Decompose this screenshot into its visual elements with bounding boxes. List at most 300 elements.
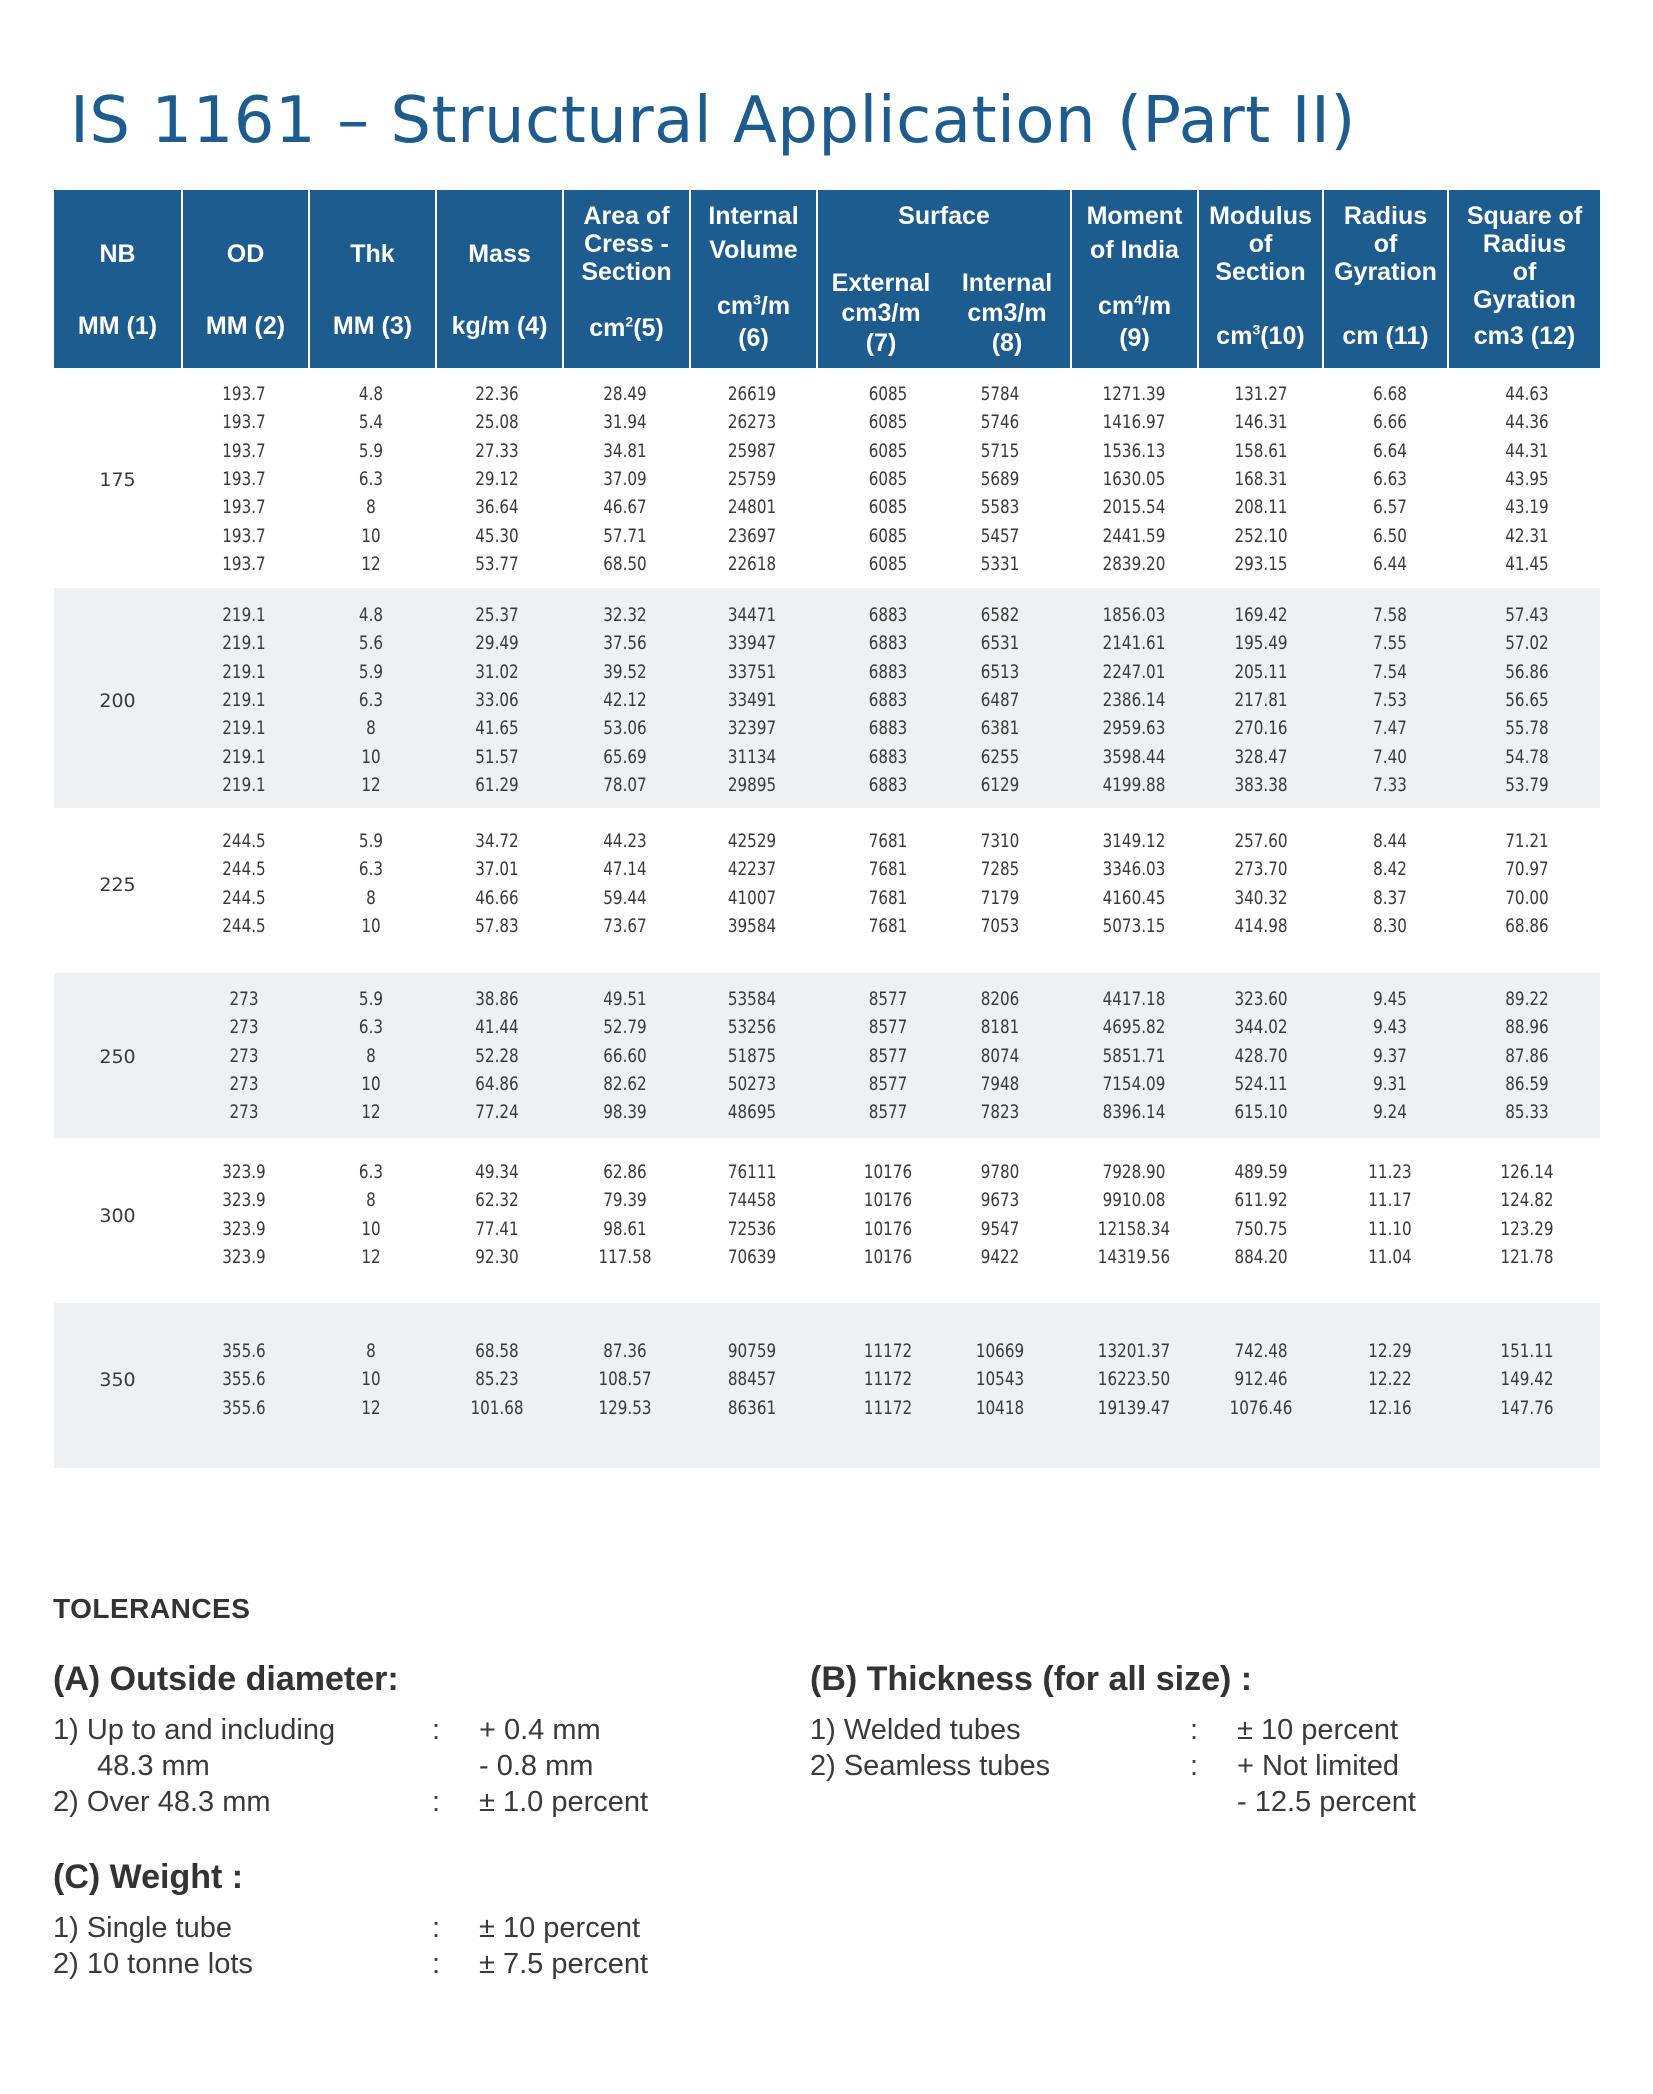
table-cell: 25759	[727, 468, 777, 490]
table-cell: 11.04	[1368, 1246, 1412, 1268]
table-row	[54, 1395, 1600, 1423]
table-cell: 42237	[727, 859, 777, 881]
table-cell: 8577	[868, 1017, 908, 1039]
table-cell: 10	[361, 1369, 381, 1391]
table-cell: 5457	[980, 525, 1020, 547]
table-cell: 54.78	[1505, 746, 1549, 768]
table-cell: 86361	[727, 1397, 777, 1419]
table-row	[54, 856, 1600, 884]
table-cell: 98.61	[603, 1218, 647, 1240]
table-cell: 11172	[863, 1369, 913, 1391]
table-cell: 1856.03	[1102, 605, 1166, 626]
table-row	[54, 381, 1600, 409]
table-cell: 8.44	[1373, 831, 1407, 852]
table-cell: 46.66	[475, 887, 519, 909]
table-cell: 9547	[980, 1218, 1020, 1240]
header-thk: Thk MM (3)	[310, 190, 435, 368]
table-cell: 252.10	[1234, 525, 1288, 547]
table-cell: 8577	[868, 1073, 908, 1095]
table-cell: 8577	[868, 1102, 908, 1124]
table-cell: 32397	[727, 718, 777, 740]
table-cell: 3149.12	[1102, 831, 1166, 852]
table-cell: 6.68	[1373, 384, 1407, 405]
table-cell: 55.78	[1505, 718, 1549, 740]
tolerance-a-value-2: ± 1.0 percent	[479, 1786, 649, 1818]
table-cell: 6.44	[1373, 553, 1407, 575]
table-cell: 31.02	[475, 661, 519, 683]
table-cell: 82.62	[603, 1073, 647, 1095]
table-row	[54, 1244, 1600, 1272]
table-cell: 6.3	[358, 468, 384, 490]
table-cell: 29.12	[475, 468, 519, 490]
table-cell: 323.9	[222, 1162, 266, 1183]
table-cell: 8	[366, 497, 376, 519]
table-cell: 7285	[980, 859, 1020, 881]
table-cell: 414.98	[1234, 915, 1288, 937]
table-cell: 168.31	[1234, 468, 1288, 490]
table-cell: 323.9	[222, 1218, 266, 1240]
table-cell: 8.42	[1373, 859, 1407, 881]
table-cell: 61.29	[475, 774, 519, 796]
table-cell: 6883	[868, 718, 908, 740]
table-cell: 49.34	[475, 1162, 519, 1183]
table-cell: 5.9	[358, 989, 384, 1010]
table-cell: 8577	[868, 989, 908, 1010]
table-cell: 51875	[727, 1045, 777, 1067]
table-cell: 6085	[868, 497, 908, 519]
table-cell: 72536	[727, 1218, 777, 1240]
header-area: Area of Cress - Section $cm^2(5)$	[564, 190, 689, 368]
table-cell: 10176	[863, 1218, 913, 1240]
table-cell: 37.01	[475, 859, 519, 881]
table-cell: 208.11	[1234, 497, 1288, 519]
table-cell: 68.86	[1505, 915, 1549, 937]
tolerance-b-value-1: ± 10 percent	[1237, 1714, 1399, 1746]
header-modulus: Modulus of Section $cm^3(10)$	[1199, 190, 1322, 368]
table-cell: 6129	[980, 774, 1020, 796]
table-cell: 273.70	[1234, 859, 1288, 881]
table-cell: 11.10	[1368, 1218, 1412, 1240]
header-nb: NB MM (1)	[54, 190, 181, 368]
table-cell: 9.24	[1373, 1102, 1407, 1124]
table-row	[54, 466, 1600, 494]
table-cell: 2141.61	[1102, 633, 1166, 655]
table-cell: 6883	[868, 689, 908, 711]
table-row	[54, 715, 1600, 743]
table-cell: 4160.45	[1102, 887, 1166, 909]
table-cell: 74458	[727, 1190, 777, 1212]
table-cell: 1271.39	[1102, 384, 1166, 405]
nb-group	[54, 1303, 1600, 1468]
tolerance-b-value-2: + Not limited	[1237, 1750, 1399, 1782]
table-cell: 7681	[868, 887, 908, 909]
table-cell: 12.29	[1368, 1341, 1412, 1362]
table-cell: 31.94	[603, 412, 647, 434]
table-cell: 273	[229, 1045, 259, 1067]
table-cell: 257.60	[1234, 831, 1288, 852]
table-cell: 28.49	[603, 384, 647, 405]
table-cell: 53256	[727, 1017, 777, 1039]
table-cell: 219.1	[222, 718, 266, 740]
table-cell: 42529	[727, 831, 777, 852]
table-cell: 6582	[980, 605, 1020, 626]
table-cell: 12	[361, 1246, 381, 1268]
table-cell: 46.67	[603, 497, 647, 519]
table-cell: 193.7	[222, 440, 266, 462]
table-cell: 8	[366, 1045, 376, 1067]
table-cell: 383.38	[1234, 774, 1288, 796]
table-cell: 7.33	[1373, 774, 1407, 796]
table-cell: 219.1	[222, 746, 266, 768]
table-cell: 355.6	[222, 1369, 266, 1391]
table-cell: 88457	[727, 1369, 777, 1391]
table-cell: 270.16	[1234, 718, 1288, 740]
table-cell: 4695.82	[1102, 1017, 1166, 1039]
table-row	[54, 744, 1600, 772]
table-row	[54, 494, 1600, 522]
table-cell: 6513	[980, 661, 1020, 683]
table-cell: 77.24	[475, 1102, 519, 1124]
header-square: Square of Radius of Gyration cm3 (12)	[1449, 190, 1600, 368]
table-cell: 41.44	[475, 1017, 519, 1039]
table-cell: 7928.90	[1102, 1162, 1166, 1183]
table-cell: 53.06	[603, 718, 647, 740]
table-cell: 273	[229, 1073, 259, 1095]
table-cell: 5689	[980, 468, 1020, 490]
tolerance-a-colon-1: :	[432, 1714, 441, 1746]
table-cell: 5851.71	[1102, 1045, 1166, 1067]
table-cell: 6381	[980, 718, 1020, 740]
header-od: OD MM (2)	[183, 190, 308, 368]
table-row	[54, 602, 1600, 630]
table-cell: 193.7	[222, 497, 266, 519]
table-cell: 19139.47	[1097, 1397, 1171, 1419]
table-cell: 4417.18	[1102, 989, 1166, 1010]
table-cell: 340.32	[1234, 887, 1288, 909]
table-cell: 34.72	[475, 831, 519, 852]
table-cell: 6.63	[1373, 468, 1407, 490]
table-cell: 62.32	[475, 1190, 519, 1212]
table-cell: 8181	[980, 1017, 1020, 1039]
table-cell: 193.7	[222, 468, 266, 490]
table-cell: 57.02	[1505, 633, 1549, 655]
table-cell: 6255	[980, 746, 1020, 768]
table-row	[54, 551, 1600, 579]
table-row	[54, 1216, 1600, 1244]
table-cell: 3346.03	[1102, 859, 1166, 881]
table-cell: 7948	[980, 1073, 1020, 1095]
table-cell: 73.67	[603, 915, 647, 937]
table-cell: 323.9	[222, 1190, 266, 1212]
table-cell: 56.65	[1505, 689, 1549, 711]
table-cell: 43.95	[1505, 468, 1549, 490]
table-row	[54, 1014, 1600, 1042]
header-surface-external: External cm3/m (7)	[831, 269, 931, 357]
table-cell: 10	[361, 915, 381, 937]
table-cell: 2959.63	[1102, 718, 1166, 740]
table-cell: 7154.09	[1102, 1073, 1166, 1095]
table-cell: 23697	[727, 525, 777, 547]
table-cell: 77.41	[475, 1218, 519, 1240]
table-cell: 151.11	[1500, 1341, 1554, 1362]
table-row	[54, 1043, 1600, 1071]
table-cell: 4.8	[358, 605, 384, 626]
table-cell: 8	[366, 1341, 376, 1362]
table-cell: 7.58	[1373, 605, 1407, 626]
table-cell: 10176	[863, 1162, 913, 1183]
nb-value: 250	[99, 1045, 136, 1068]
table-cell: 22.36	[475, 384, 519, 405]
table-cell: 85.23	[475, 1369, 519, 1391]
header-volume: Internal Volume $cm^3/m$ (6)	[691, 190, 816, 368]
table-cell: 7681	[868, 859, 908, 881]
table-cell: 9.43	[1373, 1017, 1407, 1039]
nb-group	[54, 588, 1600, 808]
table-cell: 87.36	[603, 1341, 647, 1362]
table-cell: 57.43	[1505, 605, 1549, 626]
table-cell: 39584	[727, 915, 777, 937]
table-cell: 1416.97	[1102, 412, 1166, 434]
table-cell: 4.8	[358, 384, 384, 405]
table-row	[54, 1071, 1600, 1099]
table-cell: 25987	[727, 440, 777, 462]
table-row	[54, 438, 1600, 466]
table-cell: 6883	[868, 661, 908, 683]
table-cell: 59.44	[603, 887, 647, 909]
table-cell: 7053	[980, 915, 1020, 937]
table-cell: 37.09	[603, 468, 647, 490]
tolerance-c-colon-2: :	[432, 1948, 441, 1980]
table-cell: 6085	[868, 553, 908, 575]
table-cell: 41.65	[475, 718, 519, 740]
table-cell: 33491	[727, 689, 777, 711]
spec-table	[54, 190, 1600, 1468]
table-cell: 42.31	[1505, 525, 1549, 547]
table-cell: 123.29	[1500, 1218, 1554, 1240]
table-cell: 3598.44	[1102, 746, 1166, 768]
table-cell: 68.50	[603, 553, 647, 575]
tolerance-b-title: (B) Thickness (for all size) :	[810, 1660, 1253, 1698]
table-cell: 147.76	[1500, 1397, 1554, 1419]
table-cell: 6883	[868, 774, 908, 796]
table-cell: 33947	[727, 633, 777, 655]
table-cell: 6.57	[1373, 497, 1407, 519]
table-cell: 12158.34	[1097, 1218, 1171, 1240]
table-cell: 62.86	[603, 1162, 647, 1183]
table-cell: 51.57	[475, 746, 519, 768]
table-cell: 912.46	[1234, 1369, 1288, 1391]
table-cell: 328.47	[1234, 746, 1288, 768]
table-cell: 33751	[727, 661, 777, 683]
table-cell: 355.6	[222, 1341, 266, 1362]
table-cell: 52.79	[603, 1017, 647, 1039]
table-cell: 244.5	[222, 887, 266, 909]
table-cell: 205.11	[1234, 661, 1288, 683]
table-cell: 5746	[980, 412, 1020, 434]
table-cell: 5331	[980, 553, 1020, 575]
table-cell: 8	[366, 1190, 376, 1212]
header-mass: Mass kg/m (4)	[437, 190, 562, 368]
header-surface-internal: Internal cm3/m (8)	[961, 269, 1053, 357]
table-cell: 219.1	[222, 661, 266, 683]
table-cell: 10	[361, 525, 381, 547]
table-cell: 6.3	[358, 859, 384, 881]
table-cell: 129.53	[598, 1397, 652, 1419]
table-cell: 6.3	[358, 1162, 384, 1183]
table-cell: 8074	[980, 1045, 1020, 1067]
nb-value: 300	[99, 1204, 136, 1227]
tolerance-c-label-1: 1) Single tube	[53, 1912, 232, 1944]
header-surface: Surface External cm3/m (7) Internal cm3/m (8)	[818, 190, 1070, 368]
table-cell: 219.1	[222, 774, 266, 796]
table-cell: 33.06	[475, 689, 519, 711]
table-cell: 42.12	[603, 689, 647, 711]
table-cell: 38.86	[475, 989, 519, 1010]
table-cell: 29.49	[475, 633, 519, 655]
table-cell: 16223.50	[1097, 1369, 1171, 1391]
table-row	[54, 1366, 1600, 1394]
table-cell: 12	[361, 553, 381, 575]
table-cell: 884.20	[1234, 1246, 1288, 1268]
table-cell: 92.30	[475, 1246, 519, 1268]
table-header	[54, 190, 1600, 368]
table-cell: 7179	[980, 887, 1020, 909]
table-cell: 524.11	[1234, 1073, 1288, 1095]
table-cell: 108.57	[598, 1369, 652, 1391]
table-row	[54, 1338, 1600, 1366]
table-cell: 31134	[727, 746, 777, 768]
table-cell: 6.64	[1373, 440, 1407, 462]
nb-group	[54, 808, 1600, 973]
table-cell: 10	[361, 746, 381, 768]
table-row	[54, 986, 1600, 1014]
table-cell: 66.60	[603, 1045, 647, 1067]
table-cell: 10418	[975, 1397, 1025, 1419]
table-row	[54, 409, 1600, 437]
table-cell: 750.75	[1234, 1218, 1288, 1240]
table-cell: 193.7	[222, 525, 266, 547]
tolerance-a-colon-2: :	[432, 1786, 441, 1818]
table-cell: 6883	[868, 746, 908, 768]
table-cell: 43.19	[1505, 497, 1549, 519]
nb-value: 200	[99, 690, 136, 713]
table-cell: 8.30	[1373, 915, 1407, 937]
table-cell: 219.1	[222, 633, 266, 655]
table-cell: 2015.54	[1102, 497, 1166, 519]
table-cell: 323.60	[1234, 989, 1288, 1010]
table-cell: 5.9	[358, 440, 384, 462]
table-cell: 149.42	[1500, 1369, 1554, 1391]
table-cell: 169.42	[1234, 605, 1288, 626]
table-cell: 78.07	[603, 774, 647, 796]
tolerance-a-label-1: 1) Up to and including	[53, 1714, 336, 1746]
table-cell: 7.55	[1373, 633, 1407, 655]
page-title: IS 1161 – Structural Application (Part II)	[70, 84, 1356, 158]
table-cell: 2386.14	[1102, 689, 1166, 711]
table-cell: 9422	[980, 1246, 1020, 1268]
table-cell: 273	[229, 989, 259, 1010]
table-cell: 25.37	[475, 605, 519, 626]
table-cell: 6531	[980, 633, 1020, 655]
table-row	[54, 885, 1600, 913]
table-cell: 5715	[980, 440, 1020, 462]
table-cell: 76111	[727, 1162, 777, 1183]
table-cell: 11.17	[1368, 1190, 1412, 1212]
table-cell: 2839.20	[1102, 553, 1166, 575]
table-cell: 101.68	[470, 1397, 524, 1419]
tolerance-a-title: (A) Outside diameter:	[53, 1660, 399, 1698]
table-cell: 11172	[863, 1341, 913, 1362]
header-moment: Moment of India $cm^4/m$ (9)	[1072, 190, 1197, 368]
table-body	[54, 368, 1600, 1468]
tolerance-b-colon-1: :	[1190, 1714, 1199, 1746]
table-cell: 88.96	[1505, 1017, 1549, 1039]
table-cell: 7.40	[1373, 746, 1407, 768]
table-cell: 98.39	[603, 1102, 647, 1124]
table-cell: 57.83	[475, 915, 519, 937]
table-cell: 12.16	[1368, 1397, 1412, 1419]
tolerance-a-value-1b: - 0.8 mm	[479, 1750, 594, 1782]
table-cell: 64.86	[475, 1073, 519, 1095]
table-cell: 217.81	[1234, 689, 1288, 711]
table-cell: 5.4	[358, 412, 384, 434]
nb-group	[54, 1138, 1600, 1303]
table-cell: 34.81	[603, 440, 647, 462]
table-cell: 22618	[727, 553, 777, 575]
table-cell: 68.58	[475, 1341, 519, 1362]
table-cell: 37.56	[603, 633, 647, 655]
table-row	[54, 828, 1600, 856]
table-cell: 6883	[868, 605, 908, 626]
table-cell: 5.9	[358, 661, 384, 683]
tolerance-b-label-2: 2) Seamless tubes	[810, 1750, 1051, 1782]
table-cell: 7.47	[1373, 718, 1407, 740]
table-cell: 10669	[975, 1341, 1025, 1362]
table-cell: 41007	[727, 887, 777, 909]
table-cell: 5.9	[358, 831, 384, 852]
table-cell: 131.27	[1234, 384, 1288, 405]
table-cell: 25.08	[475, 412, 519, 434]
table-cell: 6.50	[1373, 525, 1407, 547]
table-cell: 742.48	[1234, 1341, 1288, 1362]
table-cell: 8.37	[1373, 887, 1407, 909]
table-cell: 44.63	[1505, 384, 1549, 405]
table-row	[54, 659, 1600, 687]
table-cell: 7.54	[1373, 661, 1407, 683]
table-cell: 27.33	[475, 440, 519, 462]
table-cell: 57.71	[603, 525, 647, 547]
tolerance-b-colon-2: :	[1190, 1750, 1199, 1782]
table-cell: 7681	[868, 831, 908, 852]
table-cell: 195.49	[1234, 633, 1288, 655]
table-cell: 70.00	[1505, 887, 1549, 909]
table-cell: 6085	[868, 525, 908, 547]
table-cell: 24801	[727, 497, 777, 519]
table-cell: 12	[361, 1102, 381, 1124]
table-cell: 14319.56	[1097, 1246, 1171, 1268]
table-cell: 219.1	[222, 689, 266, 711]
tolerance-a-value-1: + 0.4 mm	[479, 1714, 601, 1746]
table-cell: 45.30	[475, 525, 519, 547]
tolerance-b-value-2b: - 12.5 percent	[1237, 1786, 1416, 1818]
table-cell: 1536.13	[1102, 440, 1166, 462]
table-cell: 44.36	[1505, 412, 1549, 434]
table-cell: 32.32	[603, 605, 647, 626]
table-cell: 117.58	[598, 1246, 652, 1268]
table-row	[54, 772, 1600, 800]
table-cell: 12	[361, 774, 381, 796]
table-cell: 11172	[863, 1397, 913, 1419]
